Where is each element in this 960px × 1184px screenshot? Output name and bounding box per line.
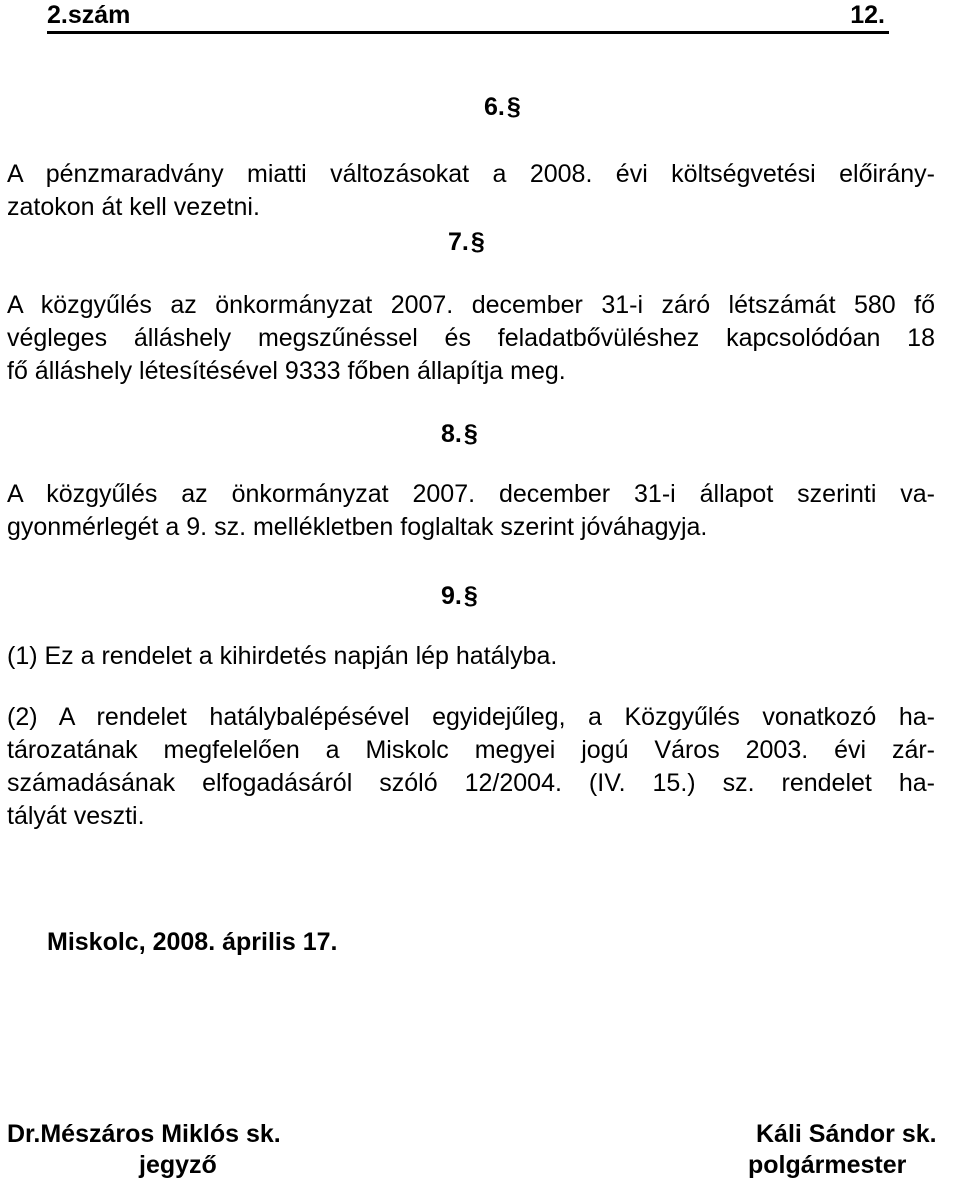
section-8-heading — [441, 419, 478, 449]
text-line: A közgyűlés az önkormányzat 2007. december 31-i záró létszámát 580 fő — [7, 291, 935, 319]
section-7-heading — [448, 227, 485, 257]
section-9-number: 9. — [441, 582, 462, 610]
section-8-number: 8. — [441, 420, 462, 448]
text-line: A pénzmaradvány miatti változásokat a 2008. évi költségvetési előirány- — [7, 160, 935, 188]
signature-right-title: polgármester — [748, 1151, 907, 1179]
signature-right-name: Káli Sándor sk. — [756, 1120, 937, 1148]
section-sign-icon: § — [506, 93, 521, 121]
section-sign-icon: § — [470, 228, 485, 256]
section-9-heading — [441, 581, 478, 611]
page-number: 12. — [850, 1, 885, 29]
section-6-text — [7, 158, 935, 224]
text-line: tározatának megfelelően a Miskolc megyei jogú Város 2003. évi zár- — [7, 736, 935, 764]
section-6-heading — [484, 92, 521, 122]
text-line: gyonmérlegét a 9. sz. mellékletben foglaltak szerint jóváhagyja. — [7, 513, 708, 541]
section-sign-icon: § — [463, 420, 478, 448]
section-sign-icon: § — [463, 582, 478, 610]
section-6-number: 6. — [484, 93, 505, 121]
section-9-paragraph-1 — [7, 640, 935, 673]
text-line: számadásának elfogadásáról szóló 12/2004. (IV. 15.) sz. rendelet ha- — [7, 769, 935, 797]
text-line: fő álláshely létesítésével 9333 főben állapítja meg. — [7, 357, 566, 385]
signature-left-name: Dr.Mészáros Miklós sk. — [7, 1120, 281, 1148]
text-line: végleges álláshely megszűnéssel és feladatbővüléshez kapcsolódóan 18 — [7, 324, 935, 352]
page-header — [47, 0, 889, 34]
issue-number: 2.szám — [47, 1, 131, 29]
text-line: (2) A rendelet hatálybalépésével egyidejűleg, a Közgyűlés vonatkozó ha- — [7, 703, 935, 731]
section-7-text — [7, 289, 935, 388]
signature-left-title: jegyző — [139, 1151, 217, 1179]
text-line: (1) Ez a rendelet a kihirdetés napján lép hatályba. — [7, 642, 558, 670]
section-9-paragraph-2 — [7, 701, 935, 833]
section-8-text — [7, 478, 935, 544]
text-line: tályát veszti. — [7, 802, 145, 830]
place-date: Miskolc, 2008. április 17. — [47, 928, 338, 956]
section-7-number: 7. — [448, 228, 469, 256]
text-line: A közgyűlés az önkormányzat 2007. december 31-i állapot szerinti va- — [7, 480, 935, 508]
text-line: zatokon át kell vezetni. — [7, 193, 260, 221]
